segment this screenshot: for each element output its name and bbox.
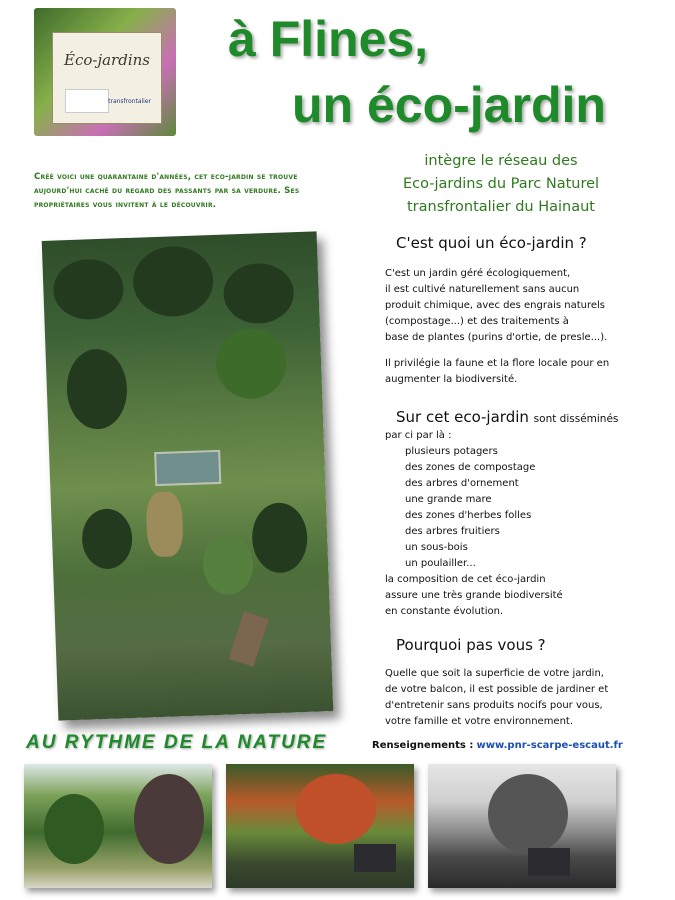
logo-badge bbox=[65, 89, 109, 113]
what-line: il est cultivé naturellement sans aucun bbox=[385, 284, 580, 295]
onthis-heading-main: Sur cet eco-jardin bbox=[396, 408, 529, 426]
eco-jardins-logo bbox=[34, 8, 176, 136]
network-line3: transfrontalier du Hainaut bbox=[407, 199, 595, 215]
contact-label: Renseignements : bbox=[372, 740, 474, 751]
what-line: C'est un jardin géré écologiquement, bbox=[385, 268, 571, 279]
logo-subtitle: transfrontalier bbox=[108, 98, 151, 105]
what-line: produit chimique, avec des engrais naturels bbox=[385, 300, 606, 311]
onthis-intro: par ci par là : bbox=[385, 430, 452, 441]
why-paragraph bbox=[385, 666, 608, 730]
page-title-line1: à Flines, bbox=[228, 11, 429, 67]
rythme-banner: AU RYTHME DE LA NATURE bbox=[26, 732, 328, 753]
network-line2: Eco-jardins du Parc Naturel bbox=[402, 176, 600, 192]
network-line1: intègre le réseau des bbox=[424, 153, 578, 169]
garden-path bbox=[146, 491, 184, 557]
list-item: une grande mare bbox=[405, 494, 492, 505]
conclusion-line: la composition de cet éco-jardin bbox=[385, 574, 546, 585]
logo-title: Éco-jardins bbox=[64, 51, 150, 69]
onthis-heading-rest: sont disséminés bbox=[533, 413, 619, 425]
pond bbox=[154, 450, 221, 486]
list-item: des zones de compostage bbox=[405, 462, 536, 473]
network-text bbox=[366, 150, 636, 219]
what-line: augmenter la biodiversité. bbox=[385, 374, 518, 385]
list-item: plusieurs potagers bbox=[405, 446, 498, 457]
why-line: votre famille et votre environnement. bbox=[385, 716, 574, 727]
why-line: de votre balcon, il est possible de jardiner et bbox=[385, 684, 609, 695]
conclusion-line: assure une très grande biodiversité bbox=[385, 590, 563, 601]
what-line: base de plantes (purins d'ortie, de presle...). bbox=[385, 332, 608, 343]
what-paragraph-1 bbox=[385, 266, 607, 346]
intro-text: Créé voici une quarantaine d'années, cet eco-jardin se trouve aujourd'hui caché du regard des passants par sa verdure. Ses propriétaires vous invitent à le découvrir. bbox=[34, 172, 300, 210]
list-item: un poulailler... bbox=[405, 558, 476, 569]
what-paragraph-2 bbox=[385, 356, 609, 388]
logo-card bbox=[52, 32, 162, 124]
list-item: un sous-bois bbox=[405, 542, 468, 553]
why-line: d'entretenir sans produits nocifs pour vous, bbox=[385, 700, 603, 711]
heading-what: C'est quoi un éco-jardin ? bbox=[396, 234, 587, 252]
list-item: des arbres fruitiers bbox=[405, 526, 500, 537]
page-title-line2: un éco-jardin bbox=[292, 77, 606, 133]
garden-photo-autumn bbox=[226, 764, 414, 888]
vegetable-bed bbox=[229, 611, 269, 667]
why-line: Quelle que soit la superficie de votre jardin, bbox=[385, 668, 604, 679]
feature-list bbox=[405, 444, 535, 572]
garden-photo-summer bbox=[24, 764, 212, 888]
website-link[interactable]: www.pnr-scarpe-escaut.fr bbox=[476, 740, 623, 751]
heading-why: Pourquoi pas vous ? bbox=[396, 636, 546, 654]
list-item: des zones d'herbes folles bbox=[405, 510, 532, 521]
garden-photo-winter bbox=[428, 764, 616, 888]
heading-onthis bbox=[396, 408, 618, 426]
contact-info bbox=[372, 740, 623, 751]
aerial-garden-photo bbox=[42, 231, 334, 720]
list-item: des arbres d'ornement bbox=[405, 478, 519, 489]
what-line: (compostage...) et des traitements à bbox=[385, 316, 569, 327]
what-line: Il privilégie la faune et la flore locale pour en bbox=[385, 358, 610, 369]
conclusion-line: en constante évolution. bbox=[385, 606, 504, 617]
onthis-conclusion bbox=[385, 572, 563, 620]
